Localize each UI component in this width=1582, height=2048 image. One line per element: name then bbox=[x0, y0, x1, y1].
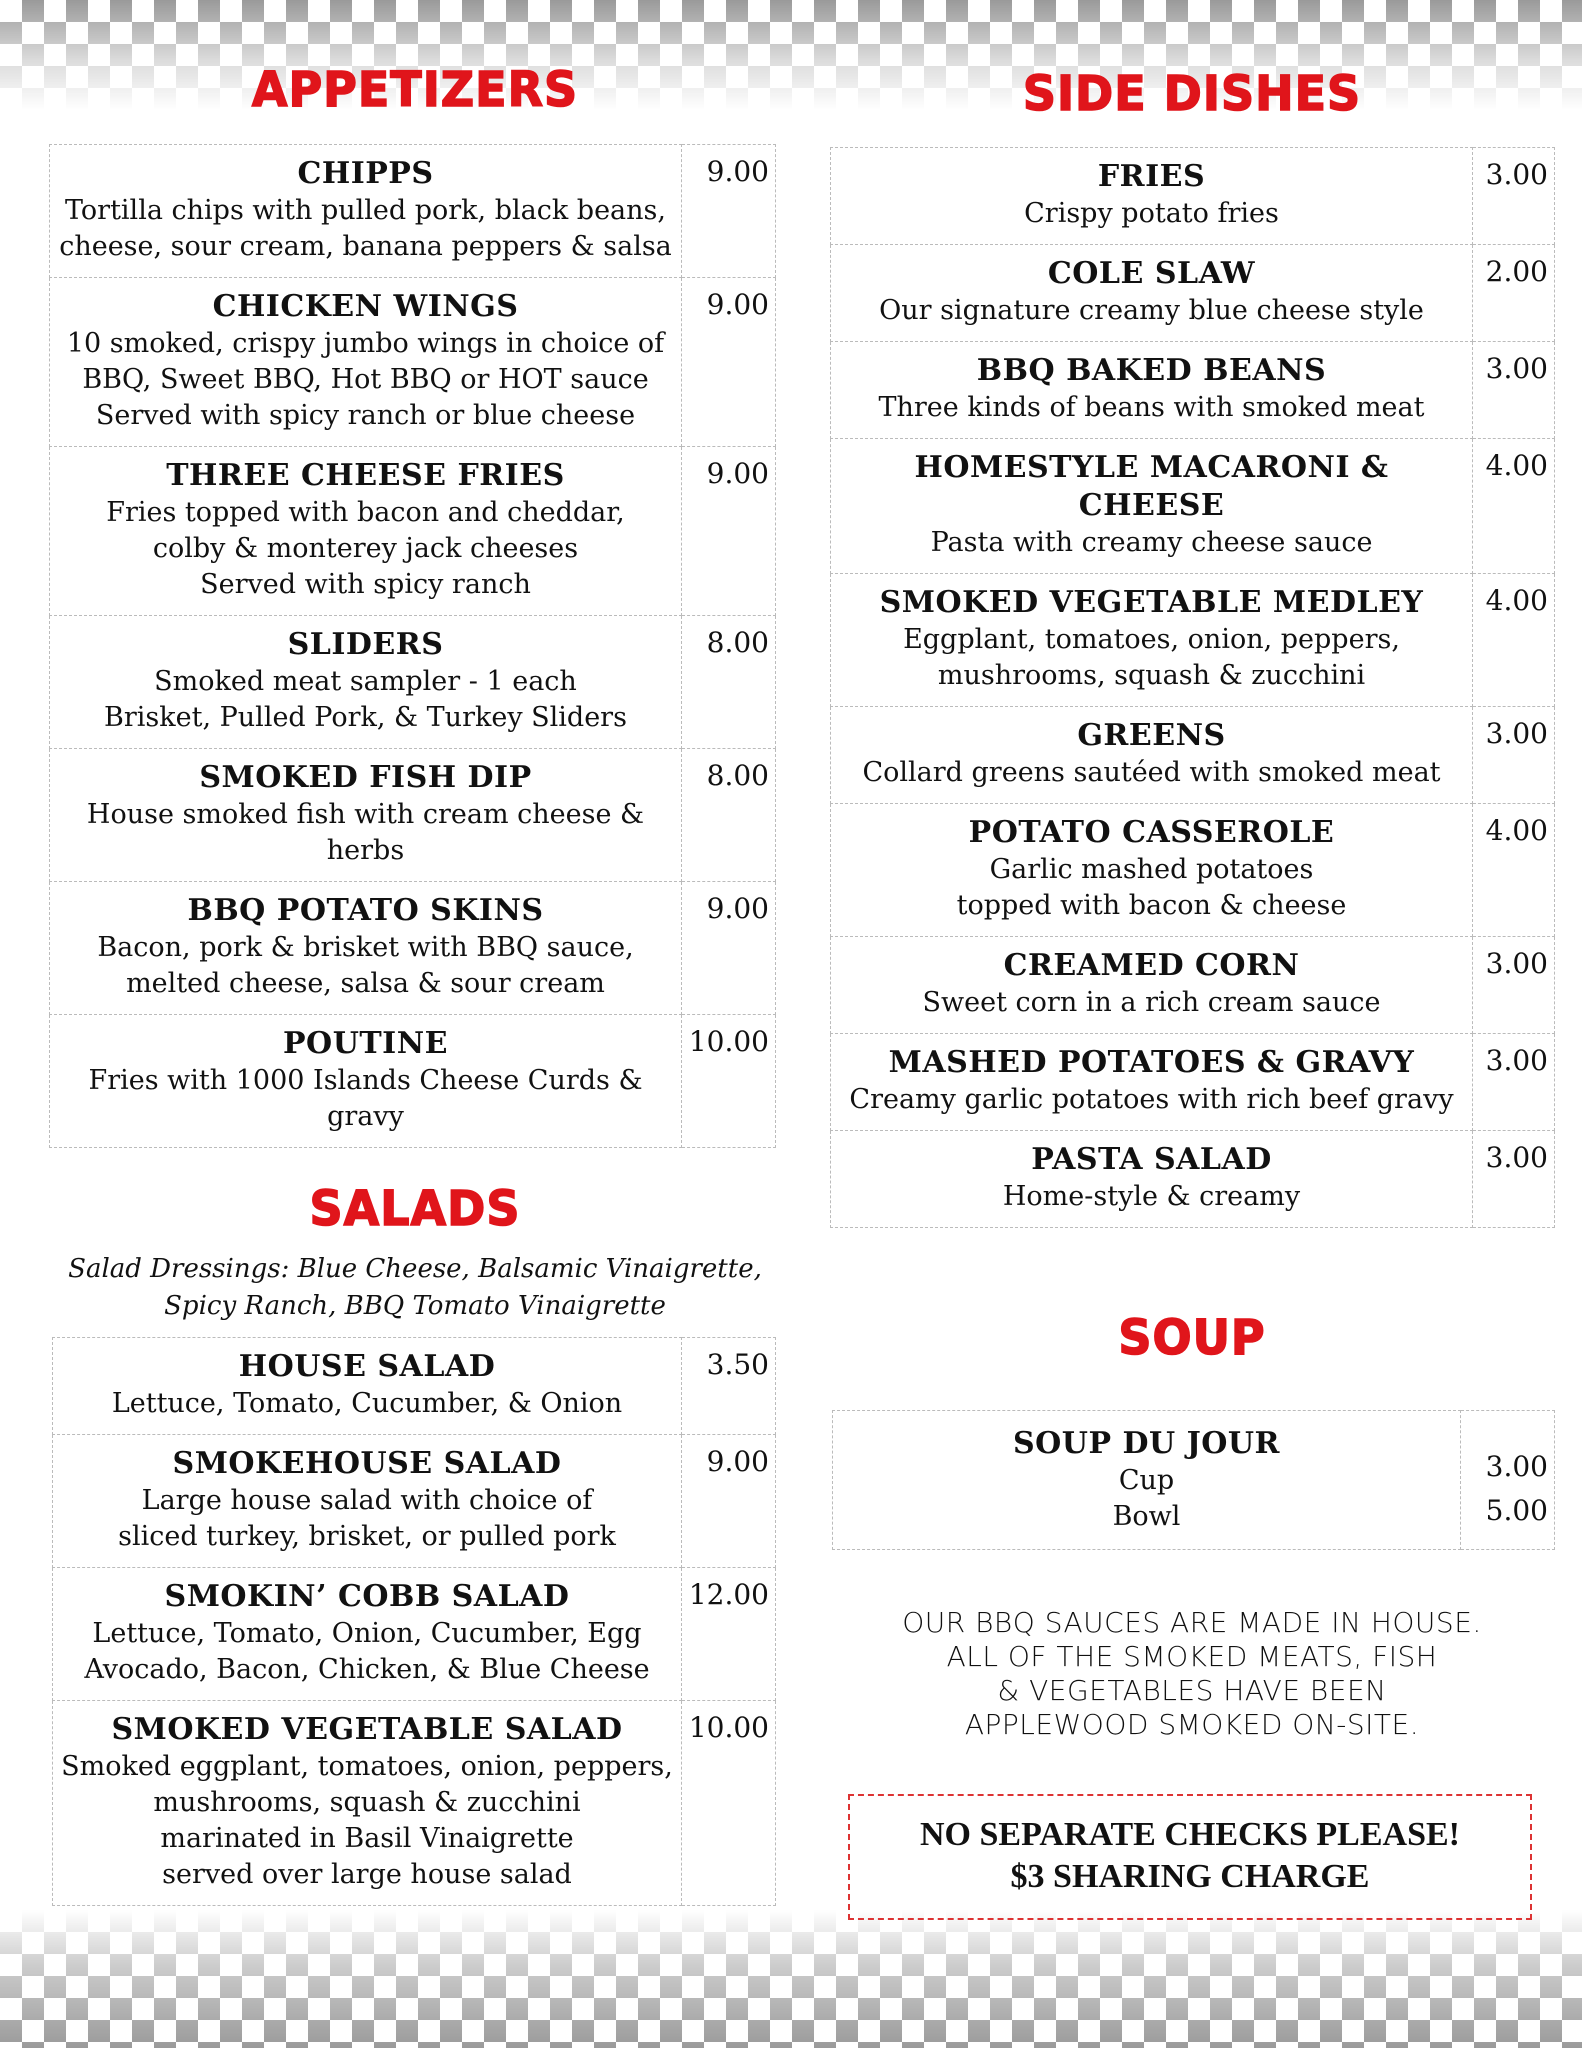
soup-bowl-price: 5.00 bbox=[1485, 1494, 1548, 1527]
side-dish-item-cell bbox=[831, 148, 1473, 245]
appetizer-item-name: THREE CHEESE FRIES bbox=[166, 458, 565, 493]
appetizer-item-description: cheese, sour cream, banana peppers & salsa bbox=[59, 231, 672, 262]
side-dish-item-name: POTATO CASSEROLE bbox=[968, 815, 1335, 850]
side-dish-item-cell bbox=[831, 937, 1473, 1034]
side-dish-item-price: 3.00 bbox=[1473, 1131, 1555, 1228]
side-dish-item-description: Crispy potato fries bbox=[1024, 198, 1279, 229]
side-dish-item-price: 3.00 bbox=[1473, 342, 1555, 439]
appetizer-row bbox=[50, 278, 776, 447]
side-dish-item-cell bbox=[831, 707, 1473, 804]
appetizer-item-price: 8.00 bbox=[682, 616, 776, 749]
appetizer-row bbox=[50, 882, 776, 1015]
appetizer-item-description: melted cheese, salsa & sour cream bbox=[126, 968, 605, 999]
side-dish-item-price: 3.00 bbox=[1473, 707, 1555, 804]
side-dish-item-description: Three kinds of beans with smoked meat bbox=[878, 392, 1425, 423]
appetizer-item-description: 10 smoked, crispy jumbo wings in choice of bbox=[66, 328, 665, 359]
salads-table bbox=[52, 1337, 776, 1906]
appetizer-item-description: Smoked meat sampler - 1 each bbox=[154, 666, 577, 697]
side-dish-row bbox=[831, 439, 1555, 574]
side-dish-item-description: Home-style & creamy bbox=[1002, 1181, 1301, 1212]
soup-price-cell bbox=[1461, 1411, 1555, 1550]
side-dish-item-price: 3.00 bbox=[1473, 148, 1555, 245]
side-dish-item-price: 3.00 bbox=[1473, 1034, 1555, 1131]
appetizer-row bbox=[50, 447, 776, 616]
appetizer-item-description: House smoked fish with cream cheese & herbs bbox=[86, 799, 645, 866]
appetizer-item-cell bbox=[50, 616, 682, 749]
dressings-line-1: Salad Dressings: Blue Cheese, Balsamic Vinaigrette, bbox=[68, 1254, 762, 1284]
side-dish-item-description: Pasta with creamy cheese sauce bbox=[930, 527, 1373, 558]
salad-item-description: mushrooms, squash & zucchini bbox=[153, 1787, 581, 1818]
separate-checks-notice bbox=[848, 1794, 1532, 1920]
notice-line-4: APPLEWOOD SMOKED ON-SITE. bbox=[964, 1708, 1420, 1741]
appetizer-item-price: 8.00 bbox=[682, 749, 776, 882]
salad-item-price: 3.50 bbox=[682, 1338, 776, 1435]
salad-item-description: marinated in Basil Vinaigrette bbox=[160, 1823, 574, 1854]
side-dish-item-cell bbox=[831, 439, 1473, 574]
appetizer-item-name: POUTINE bbox=[283, 1026, 448, 1061]
side-dish-item-description: Sweet corn in a rich cream sauce bbox=[922, 987, 1381, 1018]
side-dish-item-description: topped with bacon & cheese bbox=[956, 890, 1347, 921]
salad-item-price: 9.00 bbox=[682, 1435, 776, 1568]
salad-item-description: Smoked eggplant, tomatoes, onion, peppers, bbox=[61, 1751, 673, 1782]
salad-item-description: Lettuce, Tomato, Cucumber, & Onion bbox=[111, 1388, 623, 1419]
salad-row bbox=[53, 1338, 776, 1435]
appetizer-item-price: 9.00 bbox=[682, 447, 776, 616]
side-dish-item-cell bbox=[831, 1131, 1473, 1228]
side-dish-item-cell bbox=[831, 1034, 1473, 1131]
notice-line-2: ALL OF THE SMOKED MEATS, FISH bbox=[946, 1640, 1438, 1673]
side-dishes-title: SIDE DISHES bbox=[1022, 64, 1362, 122]
salad-row bbox=[53, 1568, 776, 1701]
side-dish-row bbox=[831, 148, 1555, 245]
side-dishes-table bbox=[830, 147, 1555, 1228]
salad-item-cell bbox=[53, 1435, 682, 1568]
side-dish-item-name: CREAMED CORN bbox=[1003, 948, 1300, 983]
appetizer-item-name: SLIDERS bbox=[287, 627, 444, 662]
appetizer-item-description: Brisket, Pulled Pork, & Turkey Sliders bbox=[104, 702, 627, 733]
side-dish-item-price: 4.00 bbox=[1473, 439, 1555, 574]
side-dish-item-price: 4.00 bbox=[1473, 804, 1555, 937]
checkered-border-bottom bbox=[0, 1910, 1582, 2048]
checks-line-1: NO SEPARATE CHECKS PLEASE! bbox=[920, 1816, 1460, 1853]
soup-row bbox=[833, 1411, 1555, 1550]
salad-dressings-note bbox=[50, 1251, 780, 1325]
side-dish-row bbox=[831, 937, 1555, 1034]
side-dish-item-name: COLE SLAW bbox=[1047, 256, 1256, 291]
soup-cup-label: Cup bbox=[1118, 1465, 1175, 1496]
appetizer-item-description: Bacon, pork & brisket with BBQ sauce, bbox=[97, 932, 634, 963]
appetizer-item-description: Tortilla chips with pulled pork, black beans, bbox=[65, 195, 666, 226]
notice-line-1: OUR BBQ SAUCES ARE MADE IN HOUSE. bbox=[902, 1606, 1482, 1639]
appetizer-item-price: 9.00 bbox=[682, 882, 776, 1015]
side-dish-item-cell bbox=[831, 342, 1473, 439]
side-dish-item-name: BBQ BAKED BEANS bbox=[976, 353, 1327, 388]
side-dish-row bbox=[831, 245, 1555, 342]
appetizer-item-description: BBQ, Sweet BBQ, Hot BBQ or HOT sauce bbox=[82, 364, 649, 395]
salad-item-price: 12.00 bbox=[682, 1568, 776, 1701]
salad-item-name: SMOKEHOUSE SALAD bbox=[172, 1446, 562, 1481]
side-dish-row bbox=[831, 804, 1555, 937]
appetizer-row bbox=[50, 749, 776, 882]
appetizer-item-description: Fries topped with bacon and cheddar, bbox=[106, 497, 625, 528]
side-dish-item-description: Collard greens sautéed with smoked meat bbox=[862, 757, 1441, 788]
soup-item-cell bbox=[833, 1411, 1461, 1550]
appetizer-item-description: Served with spicy ranch or blue cheese bbox=[95, 400, 636, 431]
side-dish-item-price: 3.00 bbox=[1473, 937, 1555, 1034]
side-dish-item-name: MASHED POTATOES & GRAVY bbox=[888, 1045, 1415, 1080]
salad-item-description: Lettuce, Tomato, Onion, Cucumber, Egg bbox=[92, 1618, 642, 1649]
side-dish-row bbox=[831, 1034, 1555, 1131]
side-dish-item-description: mushrooms, squash & zucchini bbox=[937, 660, 1366, 691]
appetizer-item-name: CHICKEN WINGS bbox=[212, 289, 519, 324]
side-dish-item-name: PASTA SALAD bbox=[1031, 1142, 1272, 1177]
appetizer-item-cell bbox=[50, 447, 682, 616]
side-dish-item-description: Our signature creamy blue cheese style bbox=[879, 295, 1424, 326]
side-dish-item-cell bbox=[831, 804, 1473, 937]
soup-cup-price: 3.00 bbox=[1485, 1450, 1548, 1483]
dressings-line-2: Spicy Ranch, BBQ Tomato Vinaigrette bbox=[164, 1291, 666, 1321]
appetizer-item-cell bbox=[50, 1015, 682, 1148]
appetizer-item-name: BBQ POTATO SKINS bbox=[187, 893, 544, 928]
soup-title: SOUP bbox=[1118, 1308, 1266, 1366]
side-dish-row bbox=[831, 342, 1555, 439]
checks-line-2: $3 SHARING CHARGE bbox=[1010, 1858, 1370, 1895]
soup-table bbox=[832, 1410, 1555, 1550]
appetizer-item-description: colby & monterey jack cheeses bbox=[152, 533, 579, 564]
side-dish-item-name: GREENS bbox=[1077, 718, 1226, 753]
appetizer-row bbox=[50, 616, 776, 749]
appetizer-row bbox=[50, 1015, 776, 1148]
appetizer-item-name: CHIPPS bbox=[297, 156, 434, 191]
appetizer-item-cell bbox=[50, 749, 682, 882]
appetizer-item-name: SMOKED FISH DIP bbox=[199, 760, 532, 795]
side-dish-item-price: 4.00 bbox=[1473, 574, 1555, 707]
salad-item-cell bbox=[53, 1701, 682, 1906]
side-dish-row bbox=[831, 1131, 1555, 1228]
salad-item-description: sliced turkey, brisket, or pulled pork bbox=[118, 1521, 616, 1552]
appetizers-title: APPETIZERS bbox=[251, 60, 579, 118]
salad-row bbox=[53, 1435, 776, 1568]
side-dish-item-description: Creamy garlic potatoes with rich beef gravy bbox=[849, 1084, 1454, 1115]
side-dish-item-cell bbox=[831, 574, 1473, 707]
salads-title: SALADS bbox=[309, 1179, 521, 1237]
salad-item-name: SMOKED VEGETABLE SALAD bbox=[111, 1712, 623, 1747]
appetizer-item-cell bbox=[50, 278, 682, 447]
appetizers-table bbox=[49, 144, 776, 1148]
soup-bowl-label: Bowl bbox=[1112, 1501, 1181, 1532]
side-dish-item-cell bbox=[831, 245, 1473, 342]
appetizer-item-price: 9.00 bbox=[682, 145, 776, 278]
salad-item-name: HOUSE SALAD bbox=[238, 1349, 496, 1384]
notice-line-3: & VEGETABLES HAVE BEEN bbox=[997, 1674, 1387, 1707]
salad-item-description: Large house salad with choice of bbox=[141, 1485, 593, 1516]
salad-item-description: served over large house salad bbox=[162, 1859, 572, 1890]
appetizer-item-cell bbox=[50, 145, 682, 278]
side-dish-row bbox=[831, 574, 1555, 707]
appetizer-item-description: Fries with 1000 Islands Cheese Curds & gravy bbox=[88, 1065, 643, 1132]
appetizer-item-price: 10.00 bbox=[682, 1015, 776, 1148]
salad-row bbox=[53, 1701, 776, 1906]
side-dish-item-price: 2.00 bbox=[1473, 245, 1555, 342]
side-dish-item-description: Eggplant, tomatoes, onion, peppers, bbox=[903, 624, 1400, 655]
appetizer-item-description: Served with spicy ranch bbox=[200, 569, 531, 600]
salad-item-name: SMOKIN’ COBB SALAD bbox=[164, 1579, 570, 1614]
side-dish-item-name: HOMESTYLE MACARONI & CHEESE bbox=[914, 450, 1389, 523]
salad-item-price: 10.00 bbox=[682, 1701, 776, 1906]
appetizer-item-price: 9.00 bbox=[682, 278, 776, 447]
side-dish-item-description: Garlic mashed potatoes bbox=[989, 854, 1314, 885]
appetizer-row bbox=[50, 145, 776, 278]
salad-item-cell bbox=[53, 1338, 682, 1435]
soup-name: SOUP DU JOUR bbox=[1012, 1426, 1280, 1461]
appetizer-item-cell bbox=[50, 882, 682, 1015]
salad-item-description: Avocado, Bacon, Chicken, & Blue Cheese bbox=[84, 1654, 650, 1685]
salad-item-cell bbox=[53, 1568, 682, 1701]
side-dish-item-name: FRIES bbox=[1097, 159, 1206, 194]
house-smoked-notice bbox=[832, 1606, 1552, 1742]
side-dish-item-name: SMOKED VEGETABLE MEDLEY bbox=[879, 585, 1424, 620]
side-dish-row bbox=[831, 707, 1555, 804]
